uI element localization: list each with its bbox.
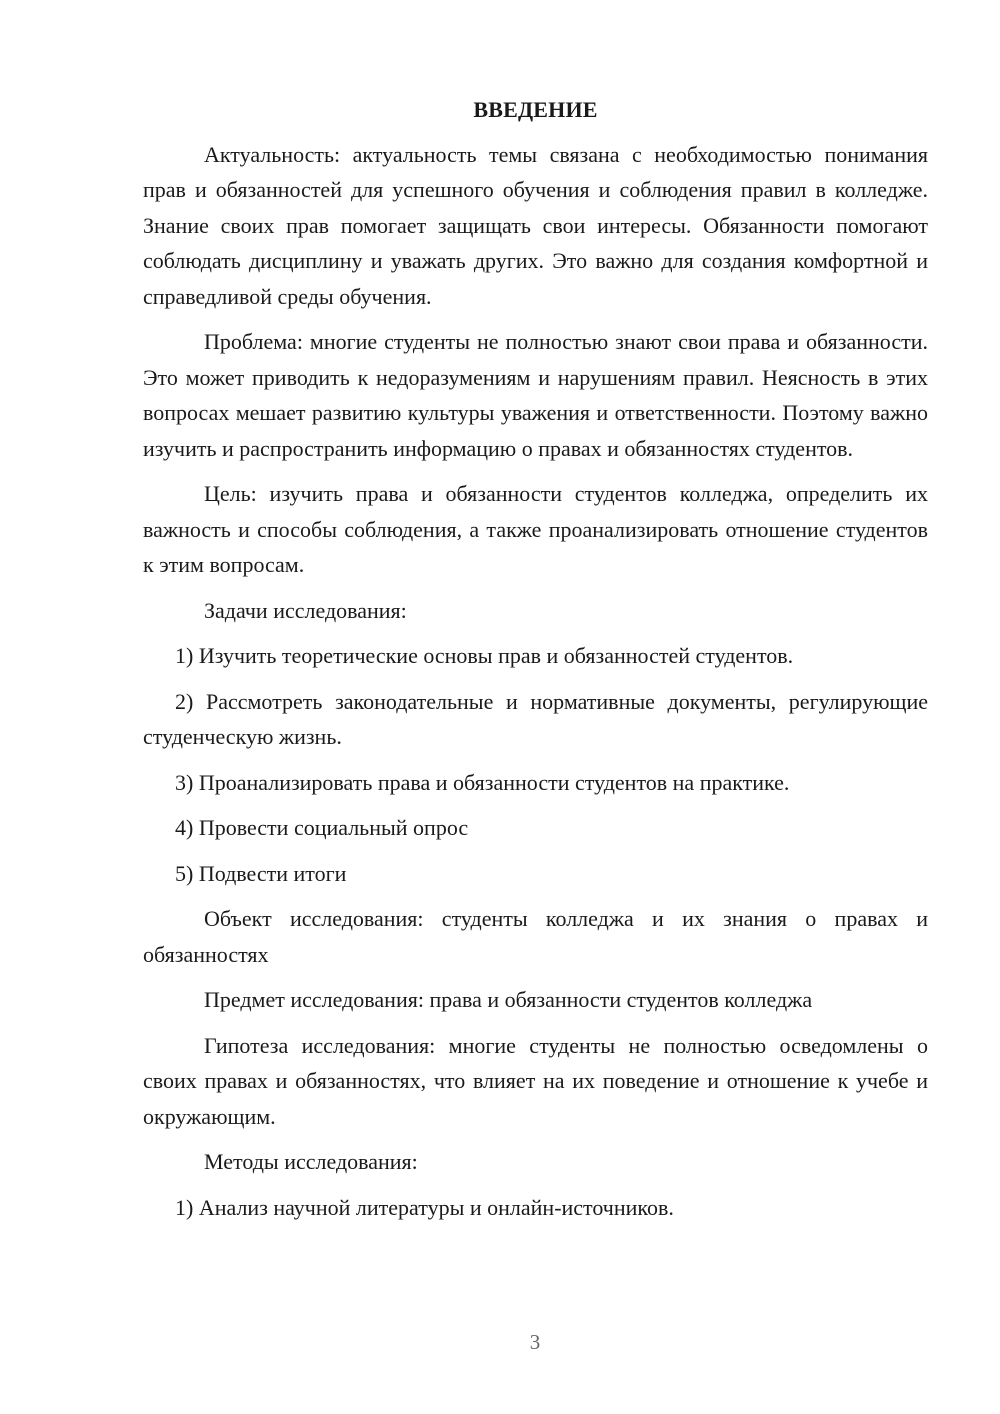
section-title: ВВЕДЕНИЕ	[473, 97, 598, 122]
tasks-heading: Задачи исследования:	[204, 597, 407, 623]
task-item-3: 3) Проанализировать права и обязанности студентов на практике.	[175, 769, 790, 795]
task-item-1: 1) Изучить теоретические основы прав и обязанностей студентов.	[175, 643, 794, 668]
goal-paragraph: Цель: изучить права и обязанности студентов колледжа, определить их важность и способы соблюдения, а также проанализировать отношение студентов к этим вопросам.	[143, 481, 928, 577]
method-item-1: 1) Анализ научной литературы и онлайн-источников.	[175, 1194, 674, 1220]
document-page	[143, 92, 928, 1235]
subject-paragraph: Предмет исследования: права и обязанности студентов колледжа	[204, 987, 813, 1012]
page-number: 3	[529, 1330, 541, 1354]
relevance-paragraph: Актуальность: актуальность темы связана с необходимостью понимания прав и обязанностей для успешного обучения и соблюдения правил в колледже. Знание своих прав помогает защищать свои интересы. Обязанности помогают соблюдать дисциплину и уважать других. Это важно для создания комфортной и справедливой среды обучения.	[143, 141, 928, 309]
methods-heading: Методы исследования:	[204, 1149, 418, 1174]
problem-paragraph: Проблема: многие студенты не полностью знают свои права и обязанности. Это может приводить к недоразумениям и нарушениям правил. Неясность в этих вопросах мешает развитию культуры уважения и ответственности. Поэтому важно изучить и распространить информацию о правах и обязанностях студентов.	[143, 329, 928, 461]
task-item-5: 5) Подвести итоги	[175, 860, 347, 886]
object-paragraph: Объект исследования: студенты колледжа и их знания о правах и обязанностях	[143, 906, 928, 967]
task-item-4: 4) Провести социальный опрос	[175, 815, 469, 840]
task-item-2: 2) Рассмотреть законодательные и нормативные документы, регулирующие студенческую жизнь.	[143, 688, 928, 749]
hypothesis-paragraph: Гипотеза исследования: многие студенты не полностью осведомлены о своих правах и обязанностях, что влияет на их поведение и отношение к учебе и окружающим.	[143, 1032, 928, 1129]
